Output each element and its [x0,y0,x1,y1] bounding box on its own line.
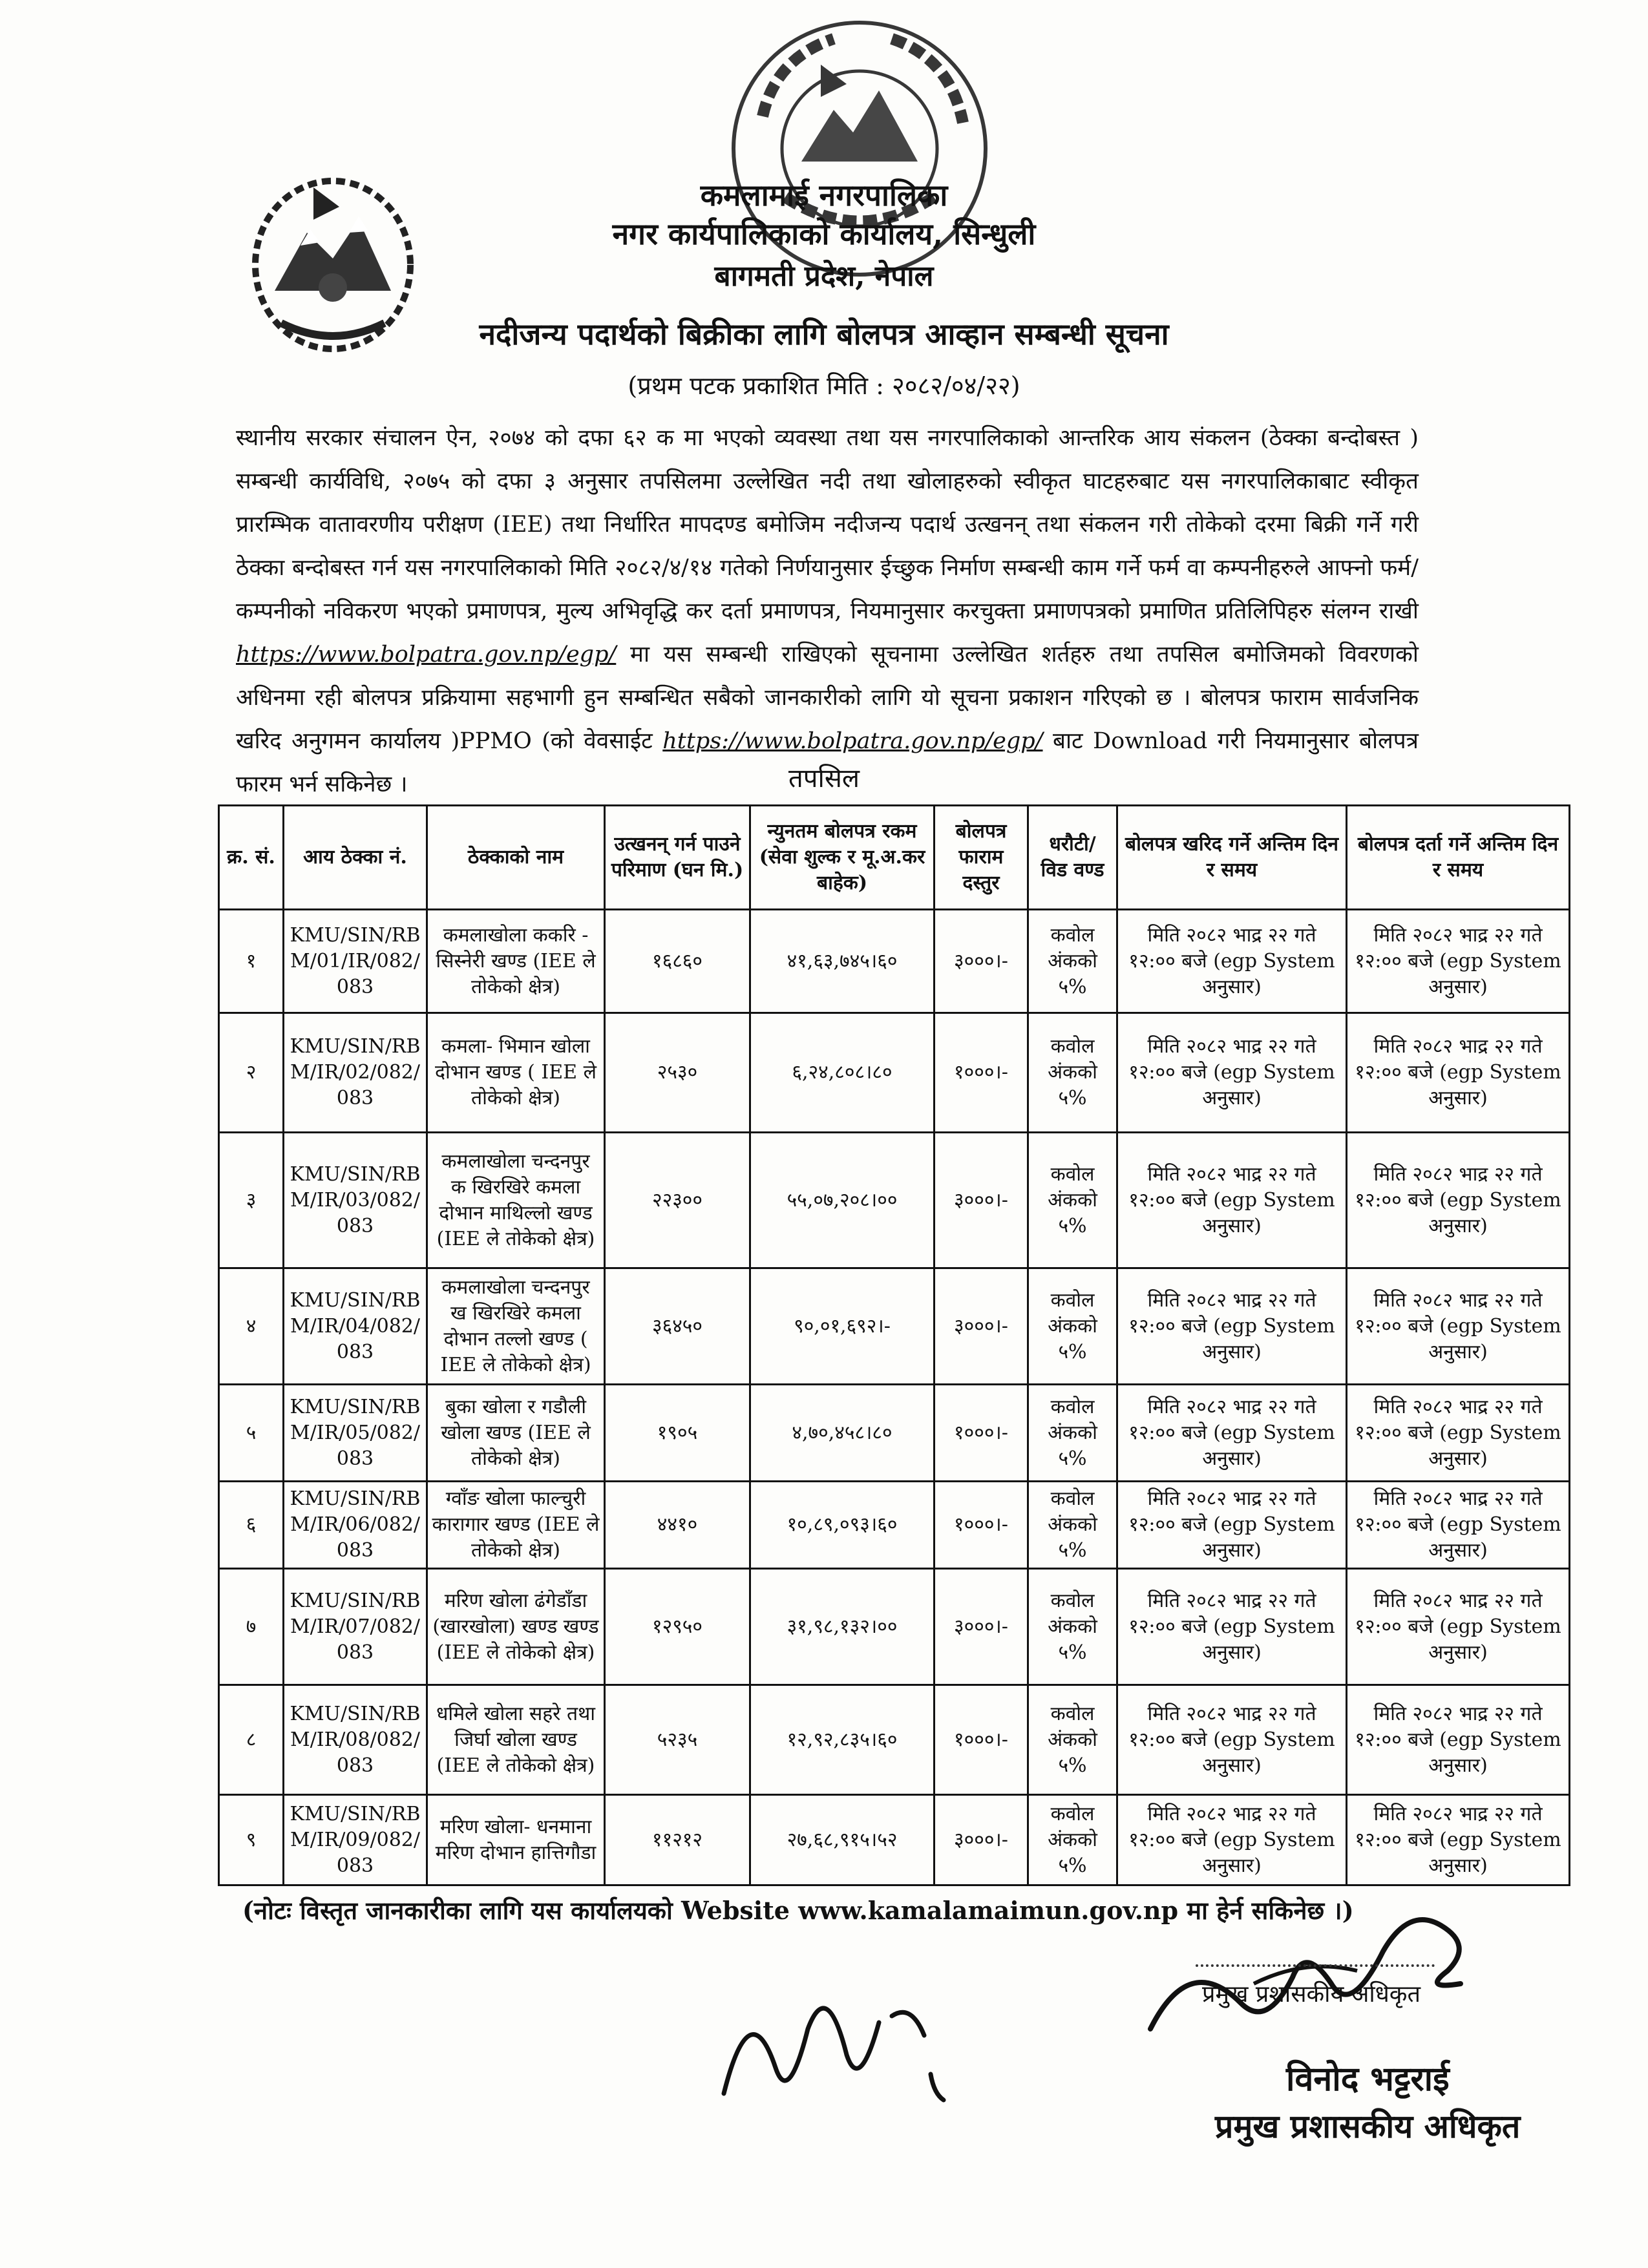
cell-sn: १ [219,910,284,1013]
table-row [219,1685,1570,1795]
cell-bid-bond: कवोल अंकको ५% [1028,1482,1117,1569]
table-row [219,1795,1570,1885]
body-text-1: स्थानीय सरकार संचालन ऐन, २०७४ को दफा ६२ क मा भएको व्यवस्था तथा यस नगरपालिकाको आन्तरिक आय संकलन (ठेक्का बन्दोबस्त ) सम्बन्धी कार्यविधि, २०७५ को दफा ३ अनुसार तपसिलमा उल्लेखित नदी तथा खोलाहरुको स्वीकृत घाटहरुबाट यस नगरपालिकाबाट स्वीकृत प्रारम्भिक वातावरणीय परीक्षण (IEE) तथा निर्धारित मापदण्ड बमोजिम नदीजन्य पदार्थ उत्खनन् तथा संकलन गरी तोकेको दरमा बिक्री गर्ने गरी ठेक्का बन्दोबस्त गर्न यस नगरपालिकाको मिति २०८२/४/१४ गतेको निर्णयानुसार ईच्छुक निर्माण सम्बन्धी काम गर्ने फर्म वा कम्पनीहरुले आफ्नो फर्म/कम्पनीको नविकरण भएको प्रमाणपत्र, मुल्य अभिवृद्धि कर दर्ता प्रमाणपत्र, नियमानुसार करचुक्ता प्रमाणपत्रको प्रमाणित प्रतिलिपिहरु संलग्न राखी [236,425,1419,624]
stamp-title: प्रमुख प्रशासकीय अधिकृत [1215,2107,1521,2145]
body-text-3: बाट Download गरी नियमानुसार बोलपत्र फारम भर्न सकिनेछ । [236,728,1419,797]
cell-contract-no: KMU/SIN/RB M/IR/08/082/ 083 [284,1685,427,1795]
cell-contract-name: कमलाखोला चन्दनपुर क खिरखिरे कमला दोभान माथिल्लो खण्ड (IEE ले तोकेको क्षेत्र) [427,1133,605,1268]
col-header-contract-no: आय ठेक्का नं. [284,806,427,910]
cell-submission-deadline: मिति २०८२ भाद्र २२ गते १२:०० बजे (egp System अनुसार) [1347,910,1570,1013]
cell-sn: ९ [219,1795,284,1885]
col-header-form-fee: बोलपत्र फाराम दस्तुर [935,806,1028,910]
cell-contract-name: कमलाखोला ककरि - सिस्नेरी खण्ड (IEE ले तोकेको क्षेत्र) [427,910,605,1013]
bolpatra-link-1[interactable]: https://www.bolpatra.gov.np/egp/ [236,642,617,667]
cell-quantity: १६८६० [605,910,750,1013]
cell-bid-bond: कवोल अंकको ५% [1028,1133,1117,1268]
notice-title: नदीजन्य पदार्थको बिक्रीका लागि बोलपत्र आव्हान सम्बन्धी सूचना [479,317,1169,352]
col-header-contract-name: ठेक्काको नाम [427,806,605,910]
cell-purchase-deadline: मिति २०८२ भाद्र २२ गते १२:०० बजे (egp System अनुसार) [1117,1482,1347,1569]
cell-quantity: ३६४५० [605,1268,750,1385]
col-header-bid-bond: धरौटी/ विड वण्ड [1028,806,1117,910]
cell-contract-name: धमिले खोला सहरे तथा जिर्घा खोला खण्ड (IEE ले तोकेको क्षेत्र) [427,1685,605,1795]
cell-form-fee: ३०००।- [935,1268,1028,1385]
cell-submission-deadline: मिति २०८२ भाद्र २२ गते १२:०० बजे (egp System अनुसार) [1347,1013,1570,1133]
signature-left-icon [698,1964,969,2119]
table-row [219,1569,1570,1685]
cell-form-fee: ३०००।- [935,1795,1028,1885]
cell-min-amount: १०,८९,०९३।६० [750,1482,935,1569]
cell-contract-no: KMU/SIN/RB M/01/IR/082/ 083 [284,910,427,1013]
cell-form-fee: ३०००।- [935,1133,1028,1268]
office-name: नगर कार्यपालिकाको कार्यालय, सिन्धुली [612,216,1036,251]
cell-quantity: १२९५० [605,1569,750,1685]
col-header-sn: क्र. सं. [219,806,284,910]
cell-bid-bond: कवोल अंकको ५% [1028,1268,1117,1385]
cell-contract-no: KMU/SIN/RB M/IR/02/082/ 083 [284,1013,427,1133]
schedule-heading: तपसिल [788,764,860,793]
cell-purchase-deadline: मिति २०८२ भाद्र २२ गते १२:०० बजे (egp System अनुसार) [1117,1268,1347,1385]
cell-bid-bond: कवोल अंकको ५% [1028,910,1117,1013]
cell-quantity: १९०५ [605,1385,750,1482]
col-header-purchase-deadline: बोलपत्र खरिद गर्ने अन्तिम दिन र समय [1117,806,1347,910]
cell-min-amount: ३१,९८,१३२।०० [750,1569,935,1685]
cell-bid-bond: कवोल अंकको ५% [1028,1685,1117,1795]
cell-sn: ७ [219,1569,284,1685]
bolpatra-link-2[interactable]: https://www.bolpatra.gov.np/egp/ [662,728,1043,754]
cell-min-amount: १२,९२,८३५।६० [750,1685,935,1795]
stamp-name: विनोद भट्टराई [1286,2059,1450,2099]
cell-purchase-deadline: मिति २०८२ भाद्र २२ गते १२:०० बजे (egp System अनुसार) [1117,910,1347,1013]
publish-date: (प्रथम पटक प्रकाशित मिति : २०८२/०४/२२) [628,372,1020,400]
cell-form-fee: ३०००।- [935,910,1028,1013]
cell-contract-no: KMU/SIN/RB M/IR/09/082/ 083 [284,1795,427,1885]
cell-bid-bond: कवोल अंकको ५% [1028,1569,1117,1685]
cell-bid-bond: कवोल अंकको ५% [1028,1385,1117,1482]
cell-contract-name: मरिण खोला ढंगेडाँडा (खारखोला) खण्ड खण्ड (IEE ले तोकेको क्षेत्र) [427,1569,605,1685]
cell-sn: २ [219,1013,284,1133]
cell-form-fee: १०००।- [935,1013,1028,1133]
cell-min-amount: ५५,०७,२०८।०० [750,1133,935,1268]
table-row [219,1268,1570,1385]
cell-min-amount: २७,६८,९१५।५२ [750,1795,935,1885]
cell-submission-deadline: मिति २०८२ भाद्र २२ गते १२:०० बजे (egp System अनुसार) [1347,1268,1570,1385]
cell-contract-name: कमला- भिमान खोला दोभान खण्ड ( IEE ले तोकेको क्षेत्र) [427,1013,605,1133]
cell-contract-no: KMU/SIN/RB M/IR/05/082/ 083 [284,1385,427,1482]
cell-purchase-deadline: मिति २०८२ भाद्र २२ गते १२:०० बजे (egp System अनुसार) [1117,1685,1347,1795]
table-row [219,910,1570,1013]
cell-sn: ५ [219,1385,284,1482]
cell-contract-name: ग्वाँङ खोला फाल्चुरी कारागार खण्ड (IEE ले तोकेको क्षेत्र) [427,1482,605,1569]
cell-quantity: ५२३५ [605,1685,750,1795]
cell-submission-deadline: मिति २०८२ भाद्र २२ गते १२:०० बजे (egp System अनुसार) [1347,1569,1570,1685]
table-row [219,1133,1570,1268]
table-row [219,1482,1570,1569]
cell-contract-no: KMU/SIN/RB M/IR/06/082/ 083 [284,1482,427,1569]
cell-bid-bond: कवोल अंकको ५% [1028,1013,1117,1133]
signatory-title: प्रमुख प्रशासकीय अधिकृत [1202,1981,1421,2008]
cell-contract-no: KMU/SIN/RB M/IR/04/082/ 083 [284,1268,427,1385]
cell-quantity: २२३०० [605,1133,750,1268]
cell-quantity: ४४१० [605,1482,750,1569]
col-header-quantity: उत्खनन् गर्न पाउने परिमाण (घन मि.) [605,806,750,910]
cell-form-fee: १०००।- [935,1385,1028,1482]
cell-contract-no: KMU/SIN/RB M/IR/03/082/ 083 [284,1133,427,1268]
cell-submission-deadline: मिति २०८२ भाद्र २२ गते १२:०० बजे (egp System अनुसार) [1347,1133,1570,1268]
cell-sn: ६ [219,1482,284,1569]
cell-sn: ४ [219,1268,284,1385]
cell-purchase-deadline: मिति २०८२ भाद्र २२ गते १२:०० बजे (egp System अनुसार) [1117,1385,1347,1482]
cell-submission-deadline: मिति २०८२ भाद्र २२ गते १२:०० बजे (egp System अनुसार) [1347,1482,1570,1569]
cell-min-amount: ९०,०१,६९२।- [750,1268,935,1385]
cell-sn: ३ [219,1133,284,1268]
province-name: बागमती प्रदेश, नेपाल [714,260,934,293]
cell-sn: ८ [219,1685,284,1795]
cell-quantity: ११२१२ [605,1795,750,1885]
cell-purchase-deadline: मिति २०८२ भाद्र २२ गते १२:०० बजे (egp System अनुसार) [1117,1133,1347,1268]
cell-contract-name: कमलाखोला चन्दनपुर ख खिरखिरे कमला दोभान तल्लो खण्ड ( IEE ले तोकेको क्षेत्र) [427,1268,605,1385]
notice-body [236,417,1419,806]
signature-right-icon [1137,1874,1499,2068]
cell-purchase-deadline: मिति २०८२ भाद्र २२ गते १२:०० बजे (egp System अनुसार) [1117,1013,1347,1133]
col-header-min-amount: न्युनतम बोलपत्र रकम (सेवा शुल्क र मू.अ.कर बाहेक) [750,806,935,910]
cell-min-amount: ६,२४,८०८।८० [750,1013,935,1133]
municipality-name: कमलामाई नगरपालिका [700,178,948,213]
signature-line [1196,1964,1435,1967]
cell-form-fee: १०००।- [935,1482,1028,1569]
cell-submission-deadline: मिति २०८२ भाद्र २२ गते १२:०० बजे (egp System अनुसार) [1347,1385,1570,1482]
cell-contract-name: मरिण खोला- धनमाना मरिण दोभान हात्तिगौडा [427,1795,605,1885]
cell-purchase-deadline: मिति २०८२ भाद्र २२ गते १२:०० बजे (egp System अनुसार) [1117,1569,1347,1685]
cell-submission-deadline: मिति २०८२ भाद्र २२ गते १२:०० बजे (egp System अनुसार) [1347,1795,1570,1885]
cell-min-amount: ४,७०,४५८।८० [750,1385,935,1482]
cell-bid-bond: कवोल अंकको ५% [1028,1795,1117,1885]
cell-contract-no: KMU/SIN/RB M/IR/07/082/ 083 [284,1569,427,1685]
cell-purchase-deadline: मिति २०८२ भाद्र २२ गते १२:०० बजे (egp System अनुसार) [1117,1795,1347,1885]
cell-contract-name: बुका खोला र गडौली खोला खण्ड (IEE ले तोकेको क्षेत्र) [427,1385,605,1482]
col-header-submission-deadline: बोलपत्र दर्ता गर्ने अन्तिम दिन र समय [1347,806,1570,910]
cell-min-amount: ४१,६३,७४५।६० [750,910,935,1013]
tender-table [218,804,1570,1886]
cell-form-fee: १०००।- [935,1685,1028,1795]
cell-quantity: २५३० [605,1013,750,1133]
cell-form-fee: ३०००।- [935,1569,1028,1685]
body-text-2: मा यस सम्बन्धी राखिएको सूचनामा उल्लेखित शर्तहरु तथा तपसिल बमोजिमको विवरणको अधिनमा रही बोलपत्र प्रक्रियामा सहभागी हुन सम्बन्धित सबैको जानकारीको लागि यो सूचना प्रकाशन गरिएको छ । बोलपत्र फाराम सार्वजनिक खरिद अनुगमन कार्यालय )PPMO (को वेवसाईट [236,642,1419,754]
table-row [219,1385,1570,1482]
table-header-row [219,806,1570,910]
website-note: (नोटः विस्तृत जानकारीका लागि यस कार्यालयको Website www.kamalamaimun.gov.np मा हेर्न सकिनेछ ।) [242,1896,1354,1925]
table-row [219,1013,1570,1133]
cell-submission-deadline: मिति २०८२ भाद्र २२ गते १२:०० बजे (egp System अनुसार) [1347,1685,1570,1795]
